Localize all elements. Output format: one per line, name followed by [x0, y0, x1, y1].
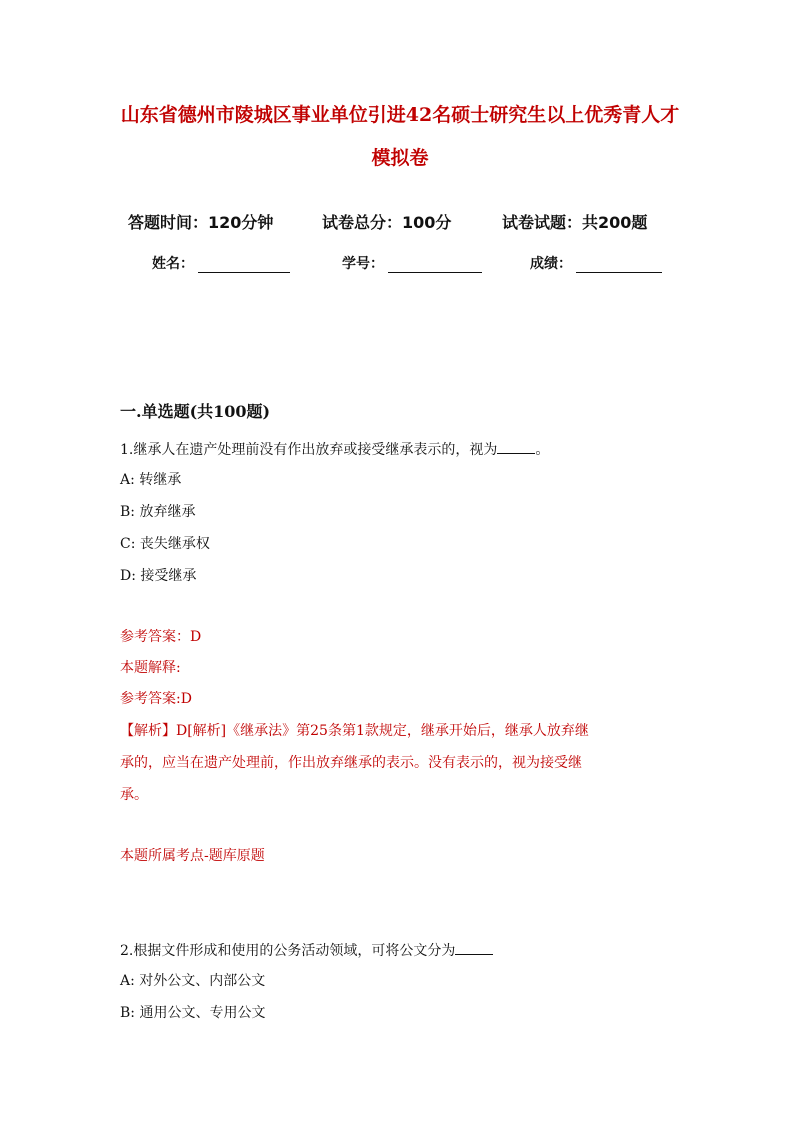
question-2-stem — [120, 942, 493, 958]
question-1-explanation-line-3: 承。 — [120, 787, 148, 803]
grade-blank[interactable] — [576, 258, 662, 273]
question-1-explanation-line-1: 【解析】D[解析]《继承法》第25条第1款规定，继承开始后，继承人放弃继 — [120, 723, 589, 739]
exam-time: 答题时间：120分钟 — [128, 213, 274, 232]
grade-label: 成绩： — [530, 256, 572, 272]
question-1-blank — [497, 441, 535, 454]
question-1-explanation-line-2: 承的，应当在遗产处理前，作出放弃继承的表示。没有表示的，视为接受继 — [120, 755, 582, 771]
question-1-answer: 参考答案：D — [120, 629, 202, 645]
exam-total-score: 试卷总分：100分 — [322, 213, 452, 232]
question-1-option-c[interactable]: C: 丧失继承权 — [120, 536, 210, 552]
name-label: 姓名： — [152, 256, 194, 272]
question-1-option-a[interactable]: A: 转继承 — [120, 472, 182, 488]
name-blank[interactable] — [198, 258, 290, 273]
student-id-field — [342, 253, 482, 273]
grade-field — [530, 253, 662, 273]
question-1-option-d[interactable]: D: 接受继承 — [120, 568, 197, 584]
question-2-blank — [455, 942, 493, 955]
exam-title-line-1: 山东省德州市陵城区事业单位引进42名硕士研究生以上优秀青人才 — [120, 104, 680, 126]
exam-question-count: 试卷试题：共200题 — [502, 213, 648, 232]
name-field — [152, 253, 290, 273]
question-1-topic: 本题所属考点-题库原题 — [120, 848, 265, 864]
student-id-blank[interactable] — [388, 258, 482, 273]
question-1-explain-label: 本题解释: — [120, 660, 181, 676]
question-2-stem-text: 2.根据文件形成和使用的公务活动领域，可将公文分为 — [120, 943, 456, 959]
question-1-option-b[interactable]: B: 放弃继承 — [120, 504, 196, 520]
question-1-stem-text: 1.继承人在遗产处理前没有作出放弃或接受继承表示的，视为 — [120, 442, 498, 458]
question-1-stem-end: 。 — [535, 442, 550, 458]
question-2-option-a[interactable]: A: 对外公文、内部公文 — [120, 973, 266, 989]
question-1-answer-repeat: 参考答案:D — [120, 691, 192, 707]
question-1-stem — [120, 441, 549, 457]
section-heading: 一.单选题(共100题) — [120, 402, 271, 421]
exam-title-line-2: 模拟卷 — [371, 147, 429, 169]
question-2-option-b[interactable]: B: 通用公文、专用公文 — [120, 1005, 266, 1021]
student-id-label: 学号： — [342, 256, 384, 272]
